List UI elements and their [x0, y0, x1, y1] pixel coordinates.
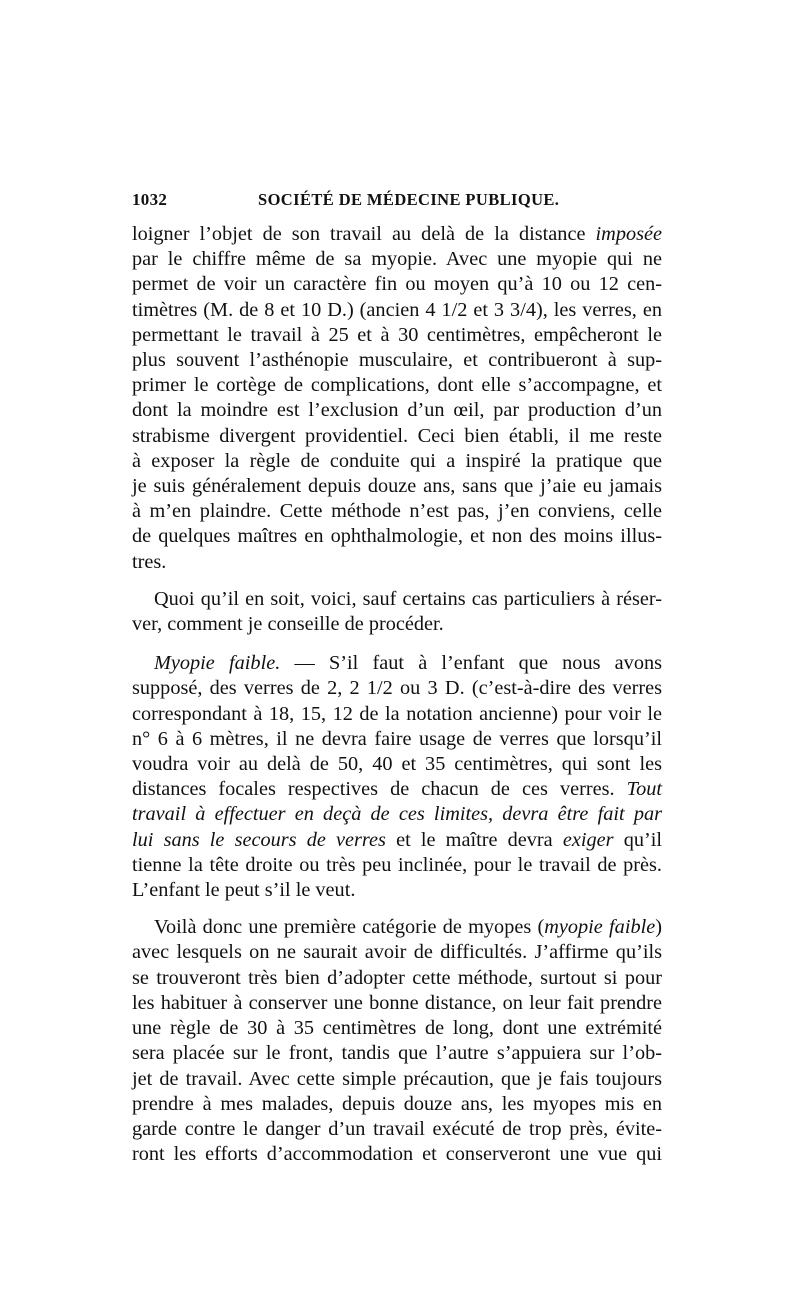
text-line: [132, 587, 662, 612]
text-line: [132, 398, 662, 423]
italic-text: Tout: [626, 778, 662, 801]
italic-text: Myopie faible.: [154, 652, 281, 675]
text-run: supposé, des verres de 2, 2 1/2 ou 3 D. (c’est-à-dire des verres: [132, 677, 662, 700]
text-run: prendre à mes malades, depuis douze ans, les myopes mis en: [132, 1092, 662, 1115]
running-title: SOCIÉTÉ DE MÉDECINE PUBLIQUE.: [258, 190, 560, 209]
text-line: [132, 1117, 662, 1142]
text-run: Voilà donc une première catégorie de myopes (: [154, 916, 545, 939]
page-header: [132, 190, 662, 216]
text-run: les habituer à conserver une bonne distance, on leur fait prendre: [132, 991, 662, 1014]
text-line: [132, 612, 662, 637]
text-run: avec lesquels on ne saurait avoir de difficultés. J’affirme qu’ils: [132, 941, 662, 964]
italic-text: exiger: [562, 828, 614, 851]
text-run: strabisme divergent providentiel. Ceci bien établi, il me reste: [132, 424, 662, 447]
paragraph-spacer: [132, 637, 662, 651]
text-line: [132, 777, 662, 802]
paragraph-2: [132, 587, 662, 637]
text-line: [132, 272, 662, 297]
italic-text: myopie faible: [544, 916, 656, 939]
text-line: [132, 878, 662, 903]
page-number: 1032: [132, 190, 168, 209]
text-line: [132, 676, 662, 701]
paragraph-spacer: [132, 575, 662, 587]
text-line: [132, 323, 662, 348]
text-run: permettant le travail à 25 et à 30 centimètres, empêcheront le: [132, 323, 662, 346]
text-run: et le maître devra: [385, 828, 563, 851]
text-line: [132, 373, 662, 398]
text-line: [132, 424, 662, 449]
text-line: [132, 1016, 662, 1041]
text-line: [132, 550, 662, 575]
text-line: [132, 702, 662, 727]
text-run: sera placée sur le front, tandis que l’autre s’appuiera sur l’ob-: [132, 1042, 662, 1065]
text-line: [132, 298, 662, 323]
paragraph-1: [132, 222, 662, 575]
text-run: voudra voir au delà de 50, 40 et 35 centimètres, qui sont les: [132, 753, 662, 776]
text-run: je suis généralement depuis douze ans, sans que j’aie eu jamais: [132, 475, 662, 498]
italic-text: imposée: [595, 223, 662, 245]
text-run: à m’en plaindre. Cette méthode n’est pas, j’en conviens, celle: [132, 500, 662, 523]
text-run: garde contre le danger d’un travail exécuté de trop près, évite-: [132, 1117, 662, 1140]
text-run: une règle de 30 à 35 centimètres de long, dont une extrémité: [132, 1017, 662, 1040]
text-run: tienne la tête droite ou très peu inclinée, pour le travail de près.: [132, 853, 662, 876]
text-line: [132, 499, 662, 524]
italic-text: travail à effectuer en deçà de ces limites, devra être fait par: [132, 803, 662, 826]
text-run: — S’il faut à l’enfant que nous avons: [280, 652, 662, 675]
text-run: ver, comment je conseille de procéder.: [132, 613, 444, 636]
text-run: Quoi qu’il en soit, voici, sauf certains cas particuliers à réser-: [154, 587, 662, 610]
text-line: [132, 1067, 662, 1092]
page-body: [132, 222, 662, 1167]
text-run: par le chiffre même de sa myopie. Avec une myopie qui ne: [132, 248, 662, 271]
text-line: [132, 1092, 662, 1117]
text-run: L’enfant le peut s’il le veut.: [132, 879, 356, 902]
text-line: [132, 1041, 662, 1066]
text-line: [132, 449, 662, 474]
text-line: [132, 991, 662, 1016]
text-run: primer le cortège de complications, dont elle s’accompagne, et: [132, 374, 662, 397]
text-run: jet de travail. Avec cette simple précaution, que je fais toujours: [132, 1067, 662, 1090]
text-line: [132, 222, 662, 247]
text-run: n° 6 à 6 mètres, il ne devra faire usage de verres que lorsqu’il: [132, 727, 662, 750]
text-line: [132, 966, 662, 991]
text-line: [132, 828, 662, 853]
text-line: [132, 802, 662, 827]
text-line: [132, 915, 662, 940]
text-line: [132, 474, 662, 499]
paragraph-3: [132, 651, 662, 903]
text-run: permet de voir un caractère fin ou moyen qu’à 10 ou 12 cen-: [132, 273, 662, 296]
text-run: loigner l’objet de son travail au delà de la distance: [132, 223, 596, 245]
text-run: correspondant à 18, 15, 12 de la notation ancienne) pour voir le: [132, 702, 662, 725]
text-run: timètres (M. de 8 et 10 D.) (ancien 4 1/2 et 3 3/4), les verres, en: [132, 298, 662, 321]
text-line: [132, 752, 662, 777]
text-line: [132, 1142, 662, 1167]
text-line: [132, 651, 662, 676]
text-line: [132, 853, 662, 878]
text-line: [132, 524, 662, 549]
text-run: se trouveront très bien d’adopter cette méthode, surtout si pour: [132, 966, 662, 989]
text-line: [132, 247, 662, 272]
paragraph-4: [132, 915, 662, 1167]
text-run: distances focales respectives de chacun de ces verres.: [132, 778, 627, 801]
paragraph-spacer: [132, 903, 662, 915]
text-line: [132, 940, 662, 965]
text-run: de quelques maîtres en ophthalmologie, et non des moins illus-: [132, 525, 662, 548]
text-run: plus souvent l’asthénopie musculaire, et contribueront à sup-: [132, 349, 662, 372]
text-run: à exposer la règle de conduite qui a inspiré la pratique que: [132, 449, 662, 472]
text-run: dont la moindre est l’exclusion d’un œil, par production d’un: [132, 399, 662, 422]
text-run: ): [655, 916, 662, 939]
text-run: tres.: [132, 550, 167, 573]
text-line: [132, 348, 662, 373]
text-run: qu’il: [613, 828, 662, 851]
text-run: ront les efforts d’accommodation et conserveront une vue qui: [132, 1143, 662, 1166]
italic-text: lui sans le secours de verres: [132, 828, 386, 851]
text-line: [132, 727, 662, 752]
